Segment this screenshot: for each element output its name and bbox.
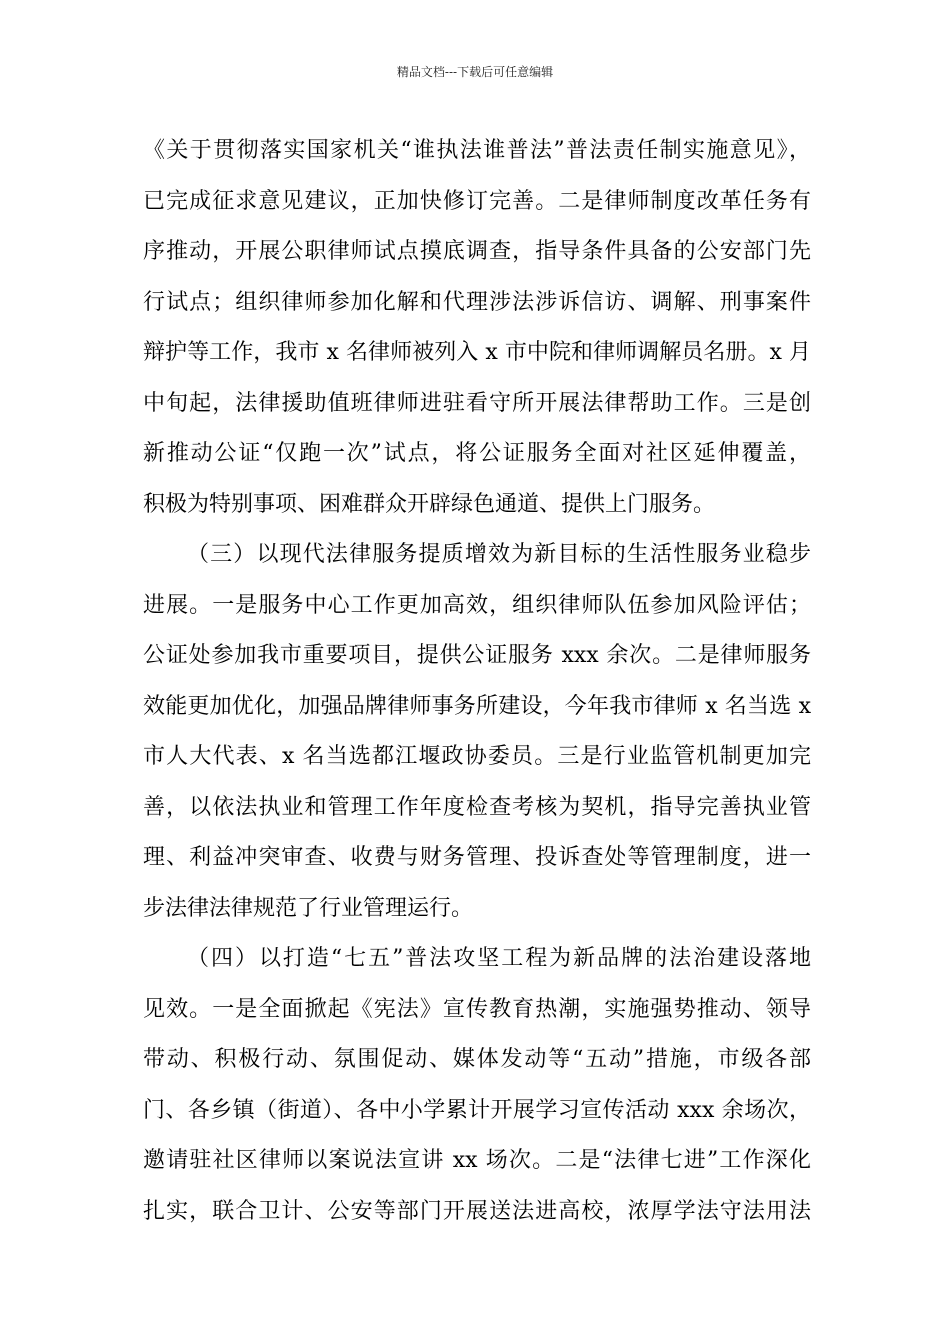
text-line: 公证处参加我市重要项目，提供公证服务 xxx 余次。二是律师服务 [143, 643, 811, 668]
text-line: 积极为特别事项、困难群众开辟绿色通道、提供上门服务。 [143, 491, 716, 517]
text-line: 见效。一是全面掀起《宪法》宣传教育热潮，实施强势推动、领导 [143, 996, 811, 1022]
text-line: 序推动，开展公职律师试点摸底调查，指导条件具备的公安部门先 [143, 239, 811, 264]
text-line: 门、各乡镇（街道）、各中小学累计开展学习宣传活动 xxx 余场次， [143, 1097, 811, 1123]
paragraph-section-three [143, 542, 811, 946]
text-line: 带动、积极行动、氛围促动、媒体发动等“五动”措施，市级各部 [143, 1047, 811, 1072]
text-line: 《关于贯彻落实国家机关“谁执法谁普法”普法责任制实施意见》， [143, 138, 811, 163]
text-line: （三）以现代法律服务提质增效为新目标的生活性服务业稳步 [187, 542, 811, 567]
document-body [143, 138, 811, 1249]
text-line: （四）以打造“七五”普法攻坚工程为新品牌的法治建设落地 [187, 946, 811, 971]
text-line: 已完成征求意见建议，正加快修订完善。二是律师制度改革任务有 [143, 188, 811, 214]
text-line: 辩护等工作，我市 x 名律师被列入 x 市中院和律师调解员名册。x 月 [143, 340, 811, 365]
text-line: 中旬起，法律援助值班律师进驻看守所开展法律帮助工作。三是创 [143, 390, 811, 416]
text-line: 进展。一是服务中心工作更加高效，组织律师队伍参加风险评估； [143, 592, 811, 618]
page-header: 精品文档---下载后可任意编辑 [396, 65, 554, 79]
text-line: 行试点；组织律师参加化解和代理涉法涉诉信访、调解、刑事案件 [143, 289, 811, 315]
text-line: 新推动公证“仅跑一次”试点，将公证服务全面对社区延伸覆盖， [143, 441, 811, 466]
text-line: 理、利益冲突审查、收费与财务管理、投诉查处等管理制度，进一 [143, 845, 811, 870]
text-line: 扎实，联合卫计、公安等部门开展送法进高校，浓厚学法守法用法 [143, 1198, 811, 1224]
text-line: 效能更加优化，加强品牌律师事务所建设，今年我市律师 x 名当选 x [143, 693, 811, 719]
text-line: 市人大代表、x 名当选都江堰政协委员。三是行业监管机制更加完 [143, 744, 811, 769]
text-line: 善，以依法执业和管理工作年度检查考核为契机，指导完善执业管 [143, 794, 811, 820]
text-line: 步法律法律规范了行业管理运行。 [143, 895, 474, 921]
text-line: 邀请驻社区律师以案说法宣讲 xx 场次。二是“法律七进”工作深化 [143, 1148, 811, 1173]
paragraph-section-four [143, 946, 811, 1249]
paragraph-continuation [143, 138, 811, 542]
